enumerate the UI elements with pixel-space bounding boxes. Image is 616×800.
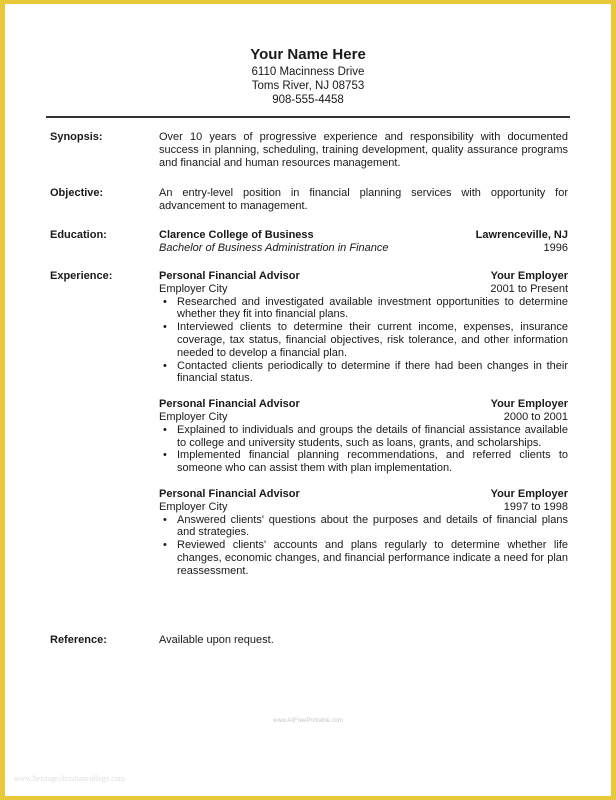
- job-title: Personal Financial Advisor: [159, 270, 300, 282]
- school-name: Clarence College of Business: [159, 229, 314, 241]
- job-bullets: [159, 424, 568, 475]
- job-entry: [159, 398, 568, 475]
- job-title: Personal Financial Advisor: [159, 398, 300, 411]
- resume-header: [0, 46, 616, 107]
- job-dates: 2000 to 2001: [503, 410, 568, 423]
- reference-label: Reference:: [50, 634, 107, 646]
- education-content: [159, 229, 568, 255]
- job-bullet: • Reviewed clients' accounts and plans regularly to determine whether life changes, economic changes, and financial performance indicate a need for plan reassessment.: [159, 539, 568, 577]
- job-city: Employer City: [159, 282, 228, 295]
- job-title: Personal Financial Advisor: [159, 487, 300, 500]
- job-city: Employer City: [159, 500, 228, 513]
- job-bullets: [159, 296, 568, 386]
- job-bullet: • Implemented financial planning recommendations, and referred clients to someone who can assist them with plan implementation.: [159, 449, 568, 475]
- degree-name: Bachelor of Business Administration in Finance: [159, 241, 389, 254]
- job-bullet: • Contacted clients periodically to determine if there had been changes in their financial status.: [159, 360, 568, 386]
- address-line-2: Toms River, NJ 08753: [251, 80, 365, 92]
- experience-label: Experience:: [50, 270, 113, 282]
- job-bullet: • Answered clients' questions about the purposes and details of financial plans and strategies.: [159, 514, 568, 540]
- synopsis-text: Over 10 years of progressive experience and responsibility with documented success in planning, scheduling, training development, quality assurance programs and financial and human resources management.: [159, 131, 568, 169]
- header-divider: [46, 116, 570, 118]
- watermark: www.heritagechristiancollege.com: [14, 774, 125, 783]
- job-bullet: • Researched and investigated available investment opportunities to determine whether they fit into financial plans.: [159, 296, 568, 322]
- education-label: Education:: [50, 229, 107, 241]
- job-bullet: • Interviewed clients to determine their current income, expenses, insurance coverage, tax status, financial objectives, risk tolerance, and other information needed to develop a financial plan.: [159, 321, 568, 359]
- job-bullet: • Explained to individuals and groups the details of financial assistance available to college and university students, such as loans, grants, and scholarships.: [159, 424, 568, 450]
- graduation-year: 1996: [543, 241, 568, 254]
- job-employer: Your Employer: [490, 270, 568, 282]
- footer-url: www.AllFreePrintable.com: [272, 718, 344, 724]
- objective-label: Objective:: [50, 187, 104, 199]
- job-entry: [159, 270, 568, 385]
- job-employer: Your Employer: [490, 398, 568, 411]
- synopsis-label: Synopsis:: [50, 131, 103, 143]
- objective-text: An entry-level position in financial planning services with opportunity for advancement to management.: [159, 187, 568, 212]
- job-city: Employer City: [159, 410, 228, 423]
- job-employer: Your Employer: [490, 487, 568, 500]
- job-dates: 1997 to 1998: [503, 500, 568, 513]
- school-location: Lawrenceville, NJ: [475, 229, 568, 241]
- job-dates: 2001 to Present: [490, 282, 568, 295]
- reference-text: Available upon request.: [159, 634, 274, 646]
- job-bullets: [159, 514, 568, 578]
- address-line-1: 6110 Macinness Drive: [251, 66, 365, 78]
- phone-number: 908-555-4458: [272, 94, 344, 106]
- candidate-name: Your Name Here: [250, 46, 366, 63]
- experience-content: [159, 270, 568, 591]
- job-entry: [159, 488, 568, 578]
